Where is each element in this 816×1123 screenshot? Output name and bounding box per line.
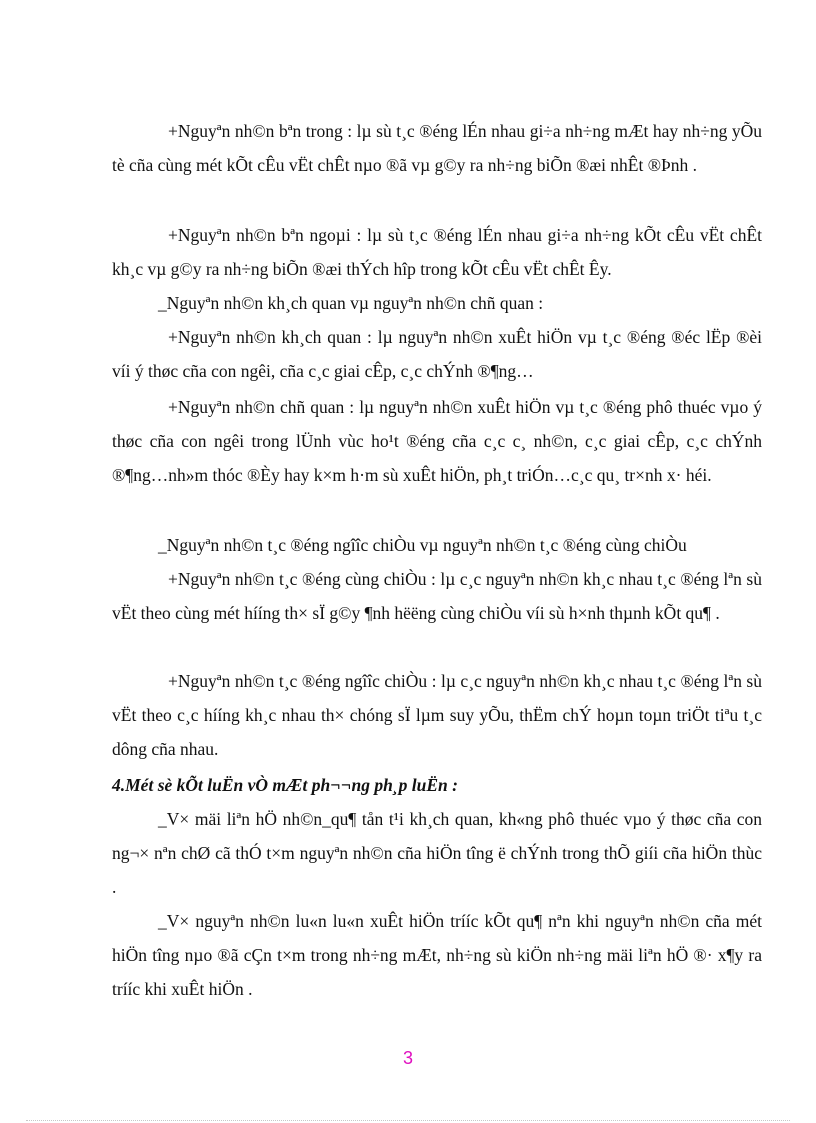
page-bottom-divider	[26, 1120, 790, 1121]
paragraph-conclusion-2: _V× nguyªn nh©n lu«n lu«n xuÊt hiÖn trííc kÕt qu¶ nªn khi nguyªn nh©n cña mét hiÖn tîng nµo ®ã cÇn t×m trong nh÷ng mÆt, nh÷ng sù kiÖn nh÷ng mäi liªn hÖ ®· x¶y ra trííc khi xuÊt hiÖn .	[112, 911, 762, 999]
paragraph-direction-heading: _Nguyªn nh©n t¸c ®éng ngîîc chiÒu vµ nguyªn nh©n t¸c ®éng cùng chiÒu	[158, 535, 687, 555]
section-heading-conclusions: 4.Mét sè kÕt luËn vÒ mÆt ph¬¬ng ph¸p luËn :	[112, 775, 458, 795]
paragraph-objective-cause: +Nguyªn nh©n kh¸ch quan : lµ nguyªn nh©n xuÊt hiÖn vµ t¸c ®éng ®éc lËp ®èi víi ý thøc cña con ngêi, cña c¸c giai cÊp, c¸c chÝnh ®¶ng…	[112, 327, 762, 381]
paragraph-objective-subjective-heading: _Nguyªn nh©n kh¸ch quan vµ nguyªn nh©n chñ quan :	[158, 293, 544, 313]
paragraph-opposite-direction-cause: +Nguyªn nh©n t¸c ®éng ngîîc chiÒu : lµ c¸c nguyªn nh©n kh¸c nhau t¸c ®éng lªn sù vËt theo c¸c hííng kh¸c nhau th× chóng sÏ lµm suy yÕu, thËm chÝ hoµn toµn triÖt tiªu t¸c dông cña nhau.	[112, 671, 762, 759]
paragraph-internal-cause: +Nguyªn nh©n bªn trong : lµ sù t¸c ®éng lÉn nhau gi÷a nh÷ng mÆt hay nh÷ng yÕu tè cña cùng mét kÕt cÊu vËt chÊt nµo ®ã vµ g©y ra nh÷ng biÕn ®æi nhÊt ®Þnh .	[112, 121, 762, 175]
paragraph-external-cause: +Nguyªn nh©n bªn ngoµi : lµ sù t¸c ®éng lÉn nhau gi÷a nh÷ng kÕt cÊu vËt chÊt kh¸c vµ g©y ra nh÷ng biÕn ®æi thÝch hîp trong kÕt cÊu vËt chÊt Êy.	[112, 225, 762, 279]
paragraph-subjective-cause: +Nguyªn nh©n chñ quan : lµ nguyªn nh©n xuÊt hiÖn vµ t¸c ®éng phô thuéc vµo ý thøc cña con ngêi trong lÜnh vùc ho¹t ®éng cña c¸c c¸ nh©n, c¸c giai cÊp, c¸c chÝnh ®¶ng…nh»m thóc ®Èy hay k×m h·m sù xuÊt hiÖn, ph¸t triÓn…c¸c qu¸ tr×nh x· héi.	[112, 397, 762, 485]
paragraph-same-direction-cause: +Nguyªn nh©n t¸c ®éng cùng chiÒu : lµ c¸c nguyªn nh©n kh¸c nhau t¸c ®éng lªn sù vËt theo cùng mét hííng th× sÏ g©y ¶nh hëëng cùng chiÒu víi sù h×nh thµnh kÕt qu¶ .	[112, 569, 762, 623]
paragraph-conclusion-1: _V× mäi liªn hÖ nh©n_qu¶ tån t¹i kh¸ch quan, kh«ng phô thuéc vµo ý thøc cña con ng¬× nªn chØ cã thÓ t×m nguyªn nh©n cña hiÖn tîng ë chÝnh trong thÕ giíi cña hiÖn thùc .	[112, 809, 762, 897]
page-number: 3	[402, 1048, 413, 1068]
